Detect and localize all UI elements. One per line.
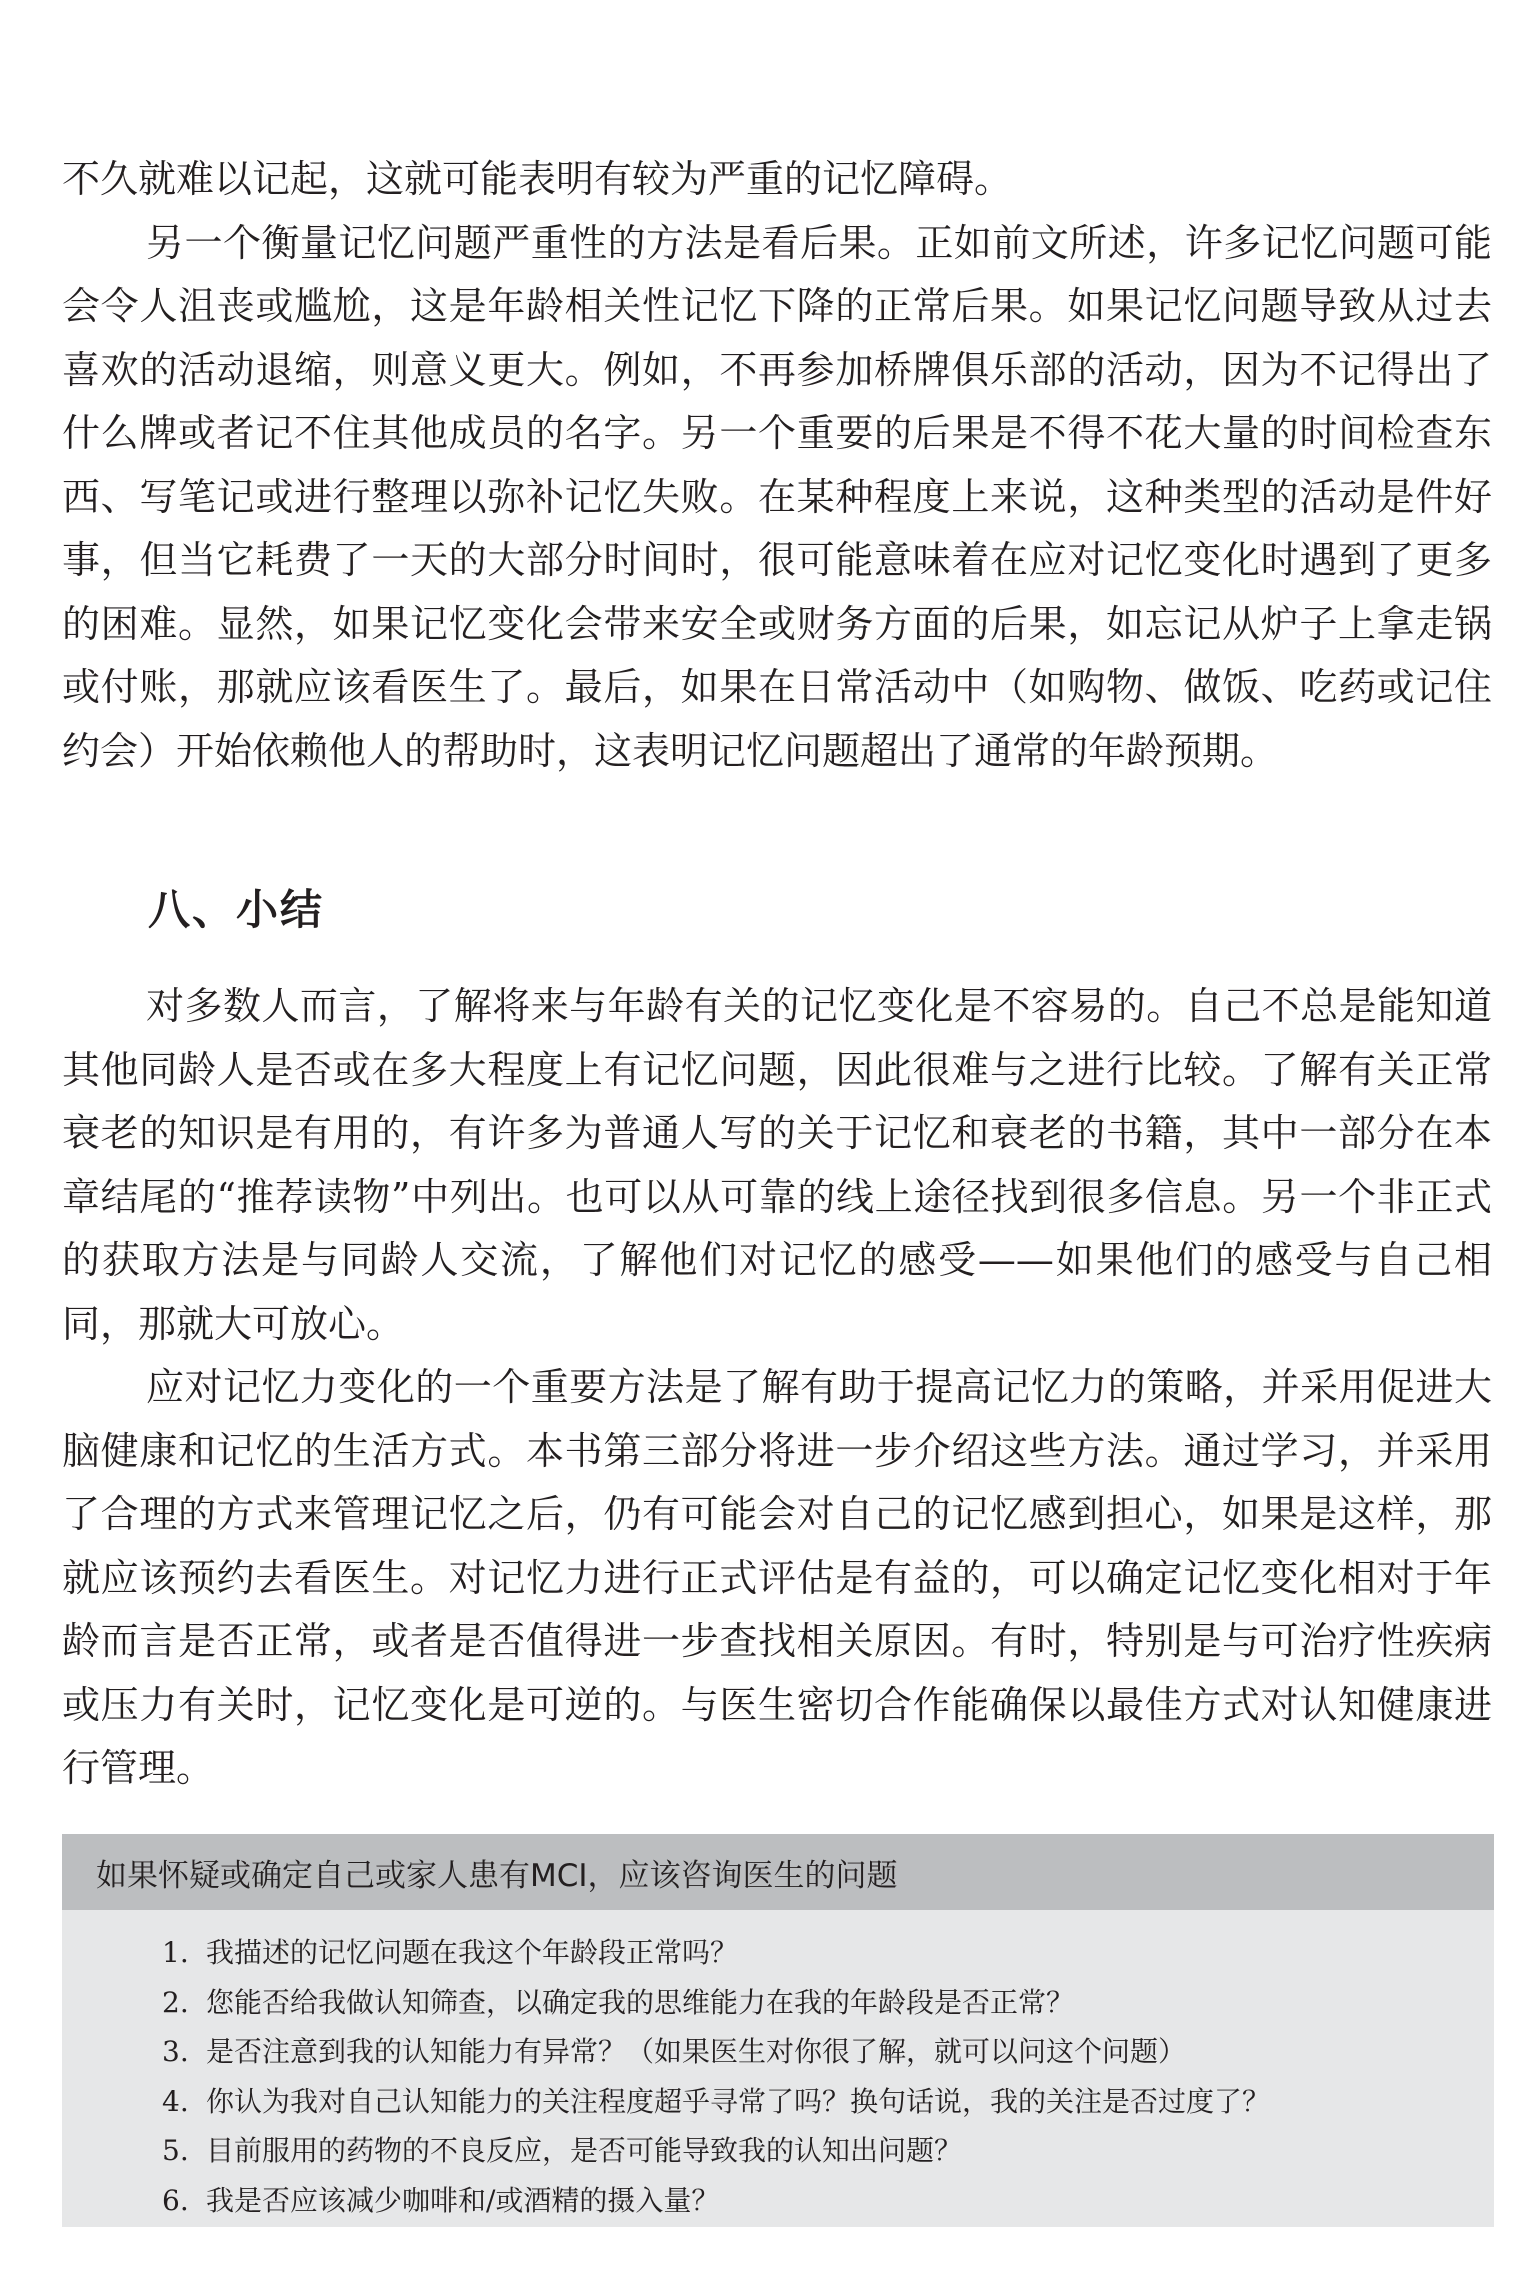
item-text: 你认为我对自己认知能力的关注程度超乎寻常了吗？换句话说，我的关注是否过度了？	[206, 2084, 1271, 2118]
list-item	[162, 2176, 1494, 2226]
question-list	[62, 1910, 1494, 2225]
item-text: 我描述的记忆问题在我这个年龄段正常吗？	[206, 1936, 739, 1969]
list-item	[162, 1928, 1494, 1978]
list-item	[162, 2027, 1494, 2077]
paragraph-consequences: 另一个衡量记忆问题严重性的方法是看后果。正如前文所述，许多记忆问题可能会令人沮丧或尴尬，这是年龄相关性记忆下降的正常后果。如果记忆问题导致从过去喜欢的活动退缩，则意义更大。例如，不再参加桥牌俱乐部的活动，因为不记得出了什么牌或者记不住其他成员的名字。另一个重要的后果是不得不花大量的时间检查东西、写笔记或进行整理以弥补记忆失败。在某种程度上来说，这种类型的活动是件好事，但当它耗费了一天的大部分时间时，很可能意味着在应对记忆变化时遇到了更多的困难。显然，如果记忆变化会带来安全或财务方面的后果，如忘记从炉子上拿走锅或付账，那就应该看医生了。最后，如果在日常活动中（如购物、做饭、吃药或记住约会）开始依赖他人的帮助时，这表明记忆问题超出了通常的年龄预期。	[62, 220, 1492, 773]
doctor-questions-box	[62, 1834, 1494, 2227]
item-text: 目前服用的药物的不良反应，是否可能导致我的认知出问题？	[206, 2134, 963, 2167]
item-text: 您能否给我做认知筛查，以确定我的思维能力在我的年龄段是否正常？	[206, 1985, 1075, 2019]
paragraph-summary-1: 对多数人而言，了解将来与年龄有关的记忆变化是不容易的。自己不总是能知道其他同龄人是否或在多大程度上有记忆问题，因此很难与之进行比较。了解有关正常衰老的知识是有用的，有许多为普通人写的关于记忆和衰老的书籍，其中一部分在本章结尾的“推荐读物”中列出。也可以从可靠的线上途径找到很多信息。另一个非正式的获取方法是与同龄人交流，了解他们对记忆的感受——如果他们的感受与自己相同，那就大可放心。	[62, 984, 1492, 1346]
summary-text-block	[62, 975, 1492, 1801]
item-number: 5.	[162, 2134, 189, 2167]
section-heading: 八、小结	[148, 885, 325, 934]
paragraph-continuation: 不久就难以记起，这就可能表明有较为严重的记忆障碍。	[62, 157, 1013, 201]
list-item	[162, 2077, 1494, 2127]
item-number: 1.	[162, 1936, 189, 1969]
list-item	[162, 1978, 1494, 2028]
item-number: 6.	[162, 2183, 189, 2217]
item-number: 3.	[162, 2035, 189, 2068]
box-title: 如果怀疑或确定自己或家人患有MCI，应该咨询医生的问题	[96, 1857, 898, 1894]
continued-text-block	[62, 148, 1492, 783]
box-header	[62, 1834, 1494, 1910]
list-item	[162, 2126, 1494, 2176]
item-text: 我是否应该减少咖啡和/或酒精的摄入量？	[206, 2183, 720, 2217]
paragraph-summary-2: 应对记忆力变化的一个重要方法是了解有助于提高记忆力的策略，并采用促进大脑健康和记忆的生活方式。本书第三部分将进一步介绍这些方法。通过学习，并采用了合理的方式来管理记忆之后，仍有可能会对自己的记忆感到担心，如果是这样，那就应该预约去看医生。对记忆力进行正式评估是有益的，可以确定记忆变化相对于年龄而言是否正常，或者是否值得进一步查找相关原因。有时，特别是与可治疗性疾病或压力有关时，记忆变化是可逆的。与医生密切合作能确保以最佳方式对认知健康进行管理。	[62, 1365, 1492, 1790]
item-number: 2.	[162, 1985, 189, 2019]
item-number: 4.	[162, 2084, 189, 2118]
item-text: 是否注意到我的认知能力有异常？（如果医生对你很了解，就可以问这个问题）	[206, 2035, 1187, 2068]
